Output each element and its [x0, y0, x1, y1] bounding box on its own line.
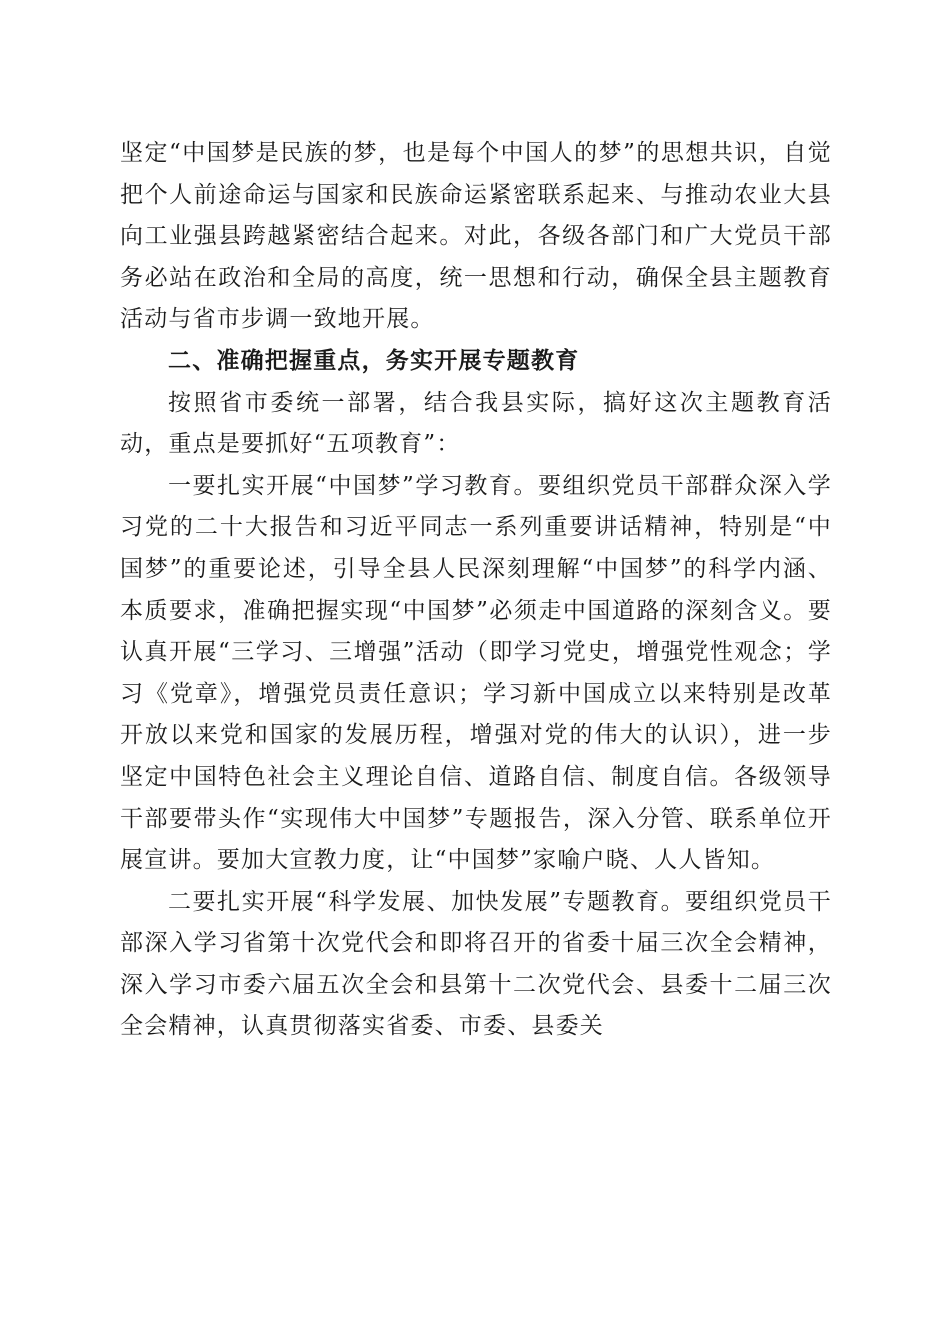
document-body: [120, 133, 832, 1048]
paragraph: 一要扎实开展“中国梦”学习教育。要组织党员干部群众深入学习党的二十大报告和习近平同志一系列重要讲话精神，特别是“中国梦”的重要论述，引导全县人民深刻理解“中国梦”的科学内涵、本质要求，准确把握实现“中国梦”必须走中国道路的深刻含义。要认真开展“三学习、三增强”活动（即学习党史，增强党性观念；学习《党章》，增强党员责任意识；学习新中国成立以来特别是改革开放以来党和国家的发展历程，增强对党的伟大的认识），进一步坚定中国特色社会主义理论自信、道路自信、制度自信。各级领导干部要带头作“实现伟大中国梦”专题报告，深入分管、联系单位开展宣讲。要加大宣教力度，让“中国梦”家喻户晓、人人皆知。: [120, 472, 832, 874]
paragraph: 二要扎实开展“科学发展、加快发展”专题教育。要组织党员干部深入学习省第十次党代会和即将召开的省委十届三次全会精神，深入学习市委六届五次全会和县第十二次党代会、县委十二届三次全会精神，认真贯彻落实省委、市委、县委关: [120, 888, 832, 1040]
paragraph: 坚定“中国梦是民族的梦，也是每个中国人的梦”的思想共识，自觉把个人前途命运与国家和民族命运紧密联系起来、与推动农业大县向工业强县跨越紧密结合起来。对此，各级各部门和广大党员干部务必站在政治和全局的高度，统一思想和行动，确保全县主题教育活动与省市步调一致地开展。: [120, 140, 832, 333]
paragraph: 按照省市委统一部署，结合我县实际，搞好这次主题教育活动，重点是要抓好“五项教育”：: [120, 389, 832, 458]
section-heading: 二、准确把握重点，务实开展专题教育: [168, 347, 580, 374]
